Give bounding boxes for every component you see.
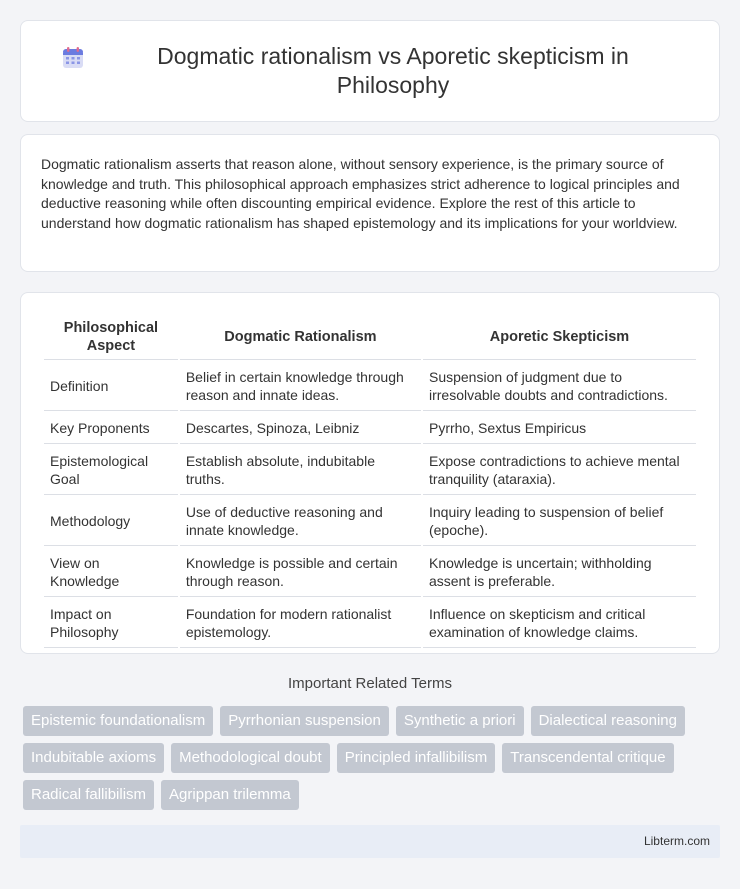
- intro-paragraph: Dogmatic rationalism asserts that reason alone, without sensory experience, is the primary source of knowledge and truth. This philosophical approach emphasizes strict adherence to logical principles and deductive reasoning while often discounting empirical evidence. Explore the rest of this article to understand how dogmatic rationalism has shaped epistemology and its implications for your worldview.: [41, 156, 680, 231]
- table-row: [44, 362, 696, 411]
- table-row: [44, 497, 696, 546]
- row-aporetic-skepticism: Pyrrho, Sextus Empiricus: [423, 413, 696, 444]
- related-term-tag[interactable]: Radical fallibilism: [23, 780, 154, 810]
- table-row: [44, 446, 696, 495]
- column-header-aspect: Philosophical Aspect: [44, 315, 178, 360]
- related-term-tag[interactable]: Agrippan trilemma: [161, 780, 299, 810]
- row-dogmatic-rationalism: Use of deductive reasoning and innate knowledge.: [180, 497, 421, 546]
- row-dogmatic-rationalism: Establish absolute, indubitable truths.: [180, 446, 421, 495]
- row-aspect: View on Knowledge: [44, 548, 178, 597]
- related-terms-heading: Important Related Terms: [288, 675, 452, 692]
- footer: [20, 825, 720, 858]
- related-term-tag[interactable]: Indubitable axioms: [23, 743, 164, 773]
- row-aspect: Impact on Philosophy: [44, 599, 178, 648]
- row-dogmatic-rationalism: Foundation for modern rationalist epistemology.: [180, 599, 421, 648]
- row-aspect: Methodology: [44, 497, 178, 546]
- related-term-tag[interactable]: Methodological doubt: [171, 743, 330, 773]
- row-aporetic-skepticism: Inquiry leading to suspension of belief (epoche).: [423, 497, 696, 546]
- row-dogmatic-rationalism: Knowledge is possible and certain through reason.: [180, 548, 421, 597]
- title-card: [20, 20, 720, 122]
- calendar-icon: [61, 46, 85, 70]
- related-term-tag[interactable]: Synthetic a priori: [396, 706, 524, 736]
- comparison-table: [42, 313, 698, 650]
- intro-card: [20, 134, 720, 272]
- related-term-tag[interactable]: Epistemic foundationalism: [23, 706, 213, 736]
- related-term-tag[interactable]: Principled infallibilism: [337, 743, 496, 773]
- related-term-tag[interactable]: Dialectical reasoning: [531, 706, 685, 736]
- row-aporetic-skepticism: Influence on skepticism and critical examination of knowledge claims.: [423, 599, 696, 648]
- table-row: [44, 548, 696, 597]
- table-row: [44, 413, 696, 444]
- footer-site-link[interactable]: Libterm.com: [643, 834, 710, 848]
- row-dogmatic-rationalism: Belief in certain knowledge through reason and innate ideas.: [180, 362, 421, 411]
- column-header-dogmatic-rationalism: Dogmatic Rationalism: [180, 315, 421, 360]
- table-row: [44, 599, 696, 648]
- comparison-table-card: [20, 292, 720, 654]
- row-dogmatic-rationalism: Descartes, Spinoza, Leibniz: [180, 413, 421, 444]
- related-terms-list: [23, 706, 723, 817]
- row-aspect: Key Proponents: [44, 413, 178, 444]
- row-aspect: Definition: [44, 362, 178, 411]
- related-term-tag[interactable]: Transcendental critique: [502, 743, 673, 773]
- row-aporetic-skepticism: Suspension of judgment due to irresolvable doubts and contradictions.: [423, 362, 696, 411]
- table-header-row: [44, 315, 696, 360]
- related-term-tag[interactable]: Pyrrhonian suspension: [220, 706, 389, 736]
- row-aporetic-skepticism: Expose contradictions to achieve mental tranquility (ataraxia).: [423, 446, 696, 495]
- row-aspect: Epistemological Goal: [44, 446, 178, 495]
- row-aporetic-skepticism: Knowledge is uncertain; withholding assent is preferable.: [423, 548, 696, 597]
- title-wrap: [61, 42, 679, 100]
- column-header-aporetic-skepticism: Aporetic Skepticism: [423, 315, 696, 360]
- page-title: Dogmatic rationalism vs Aporetic skepticism in Philosophy: [157, 43, 629, 98]
